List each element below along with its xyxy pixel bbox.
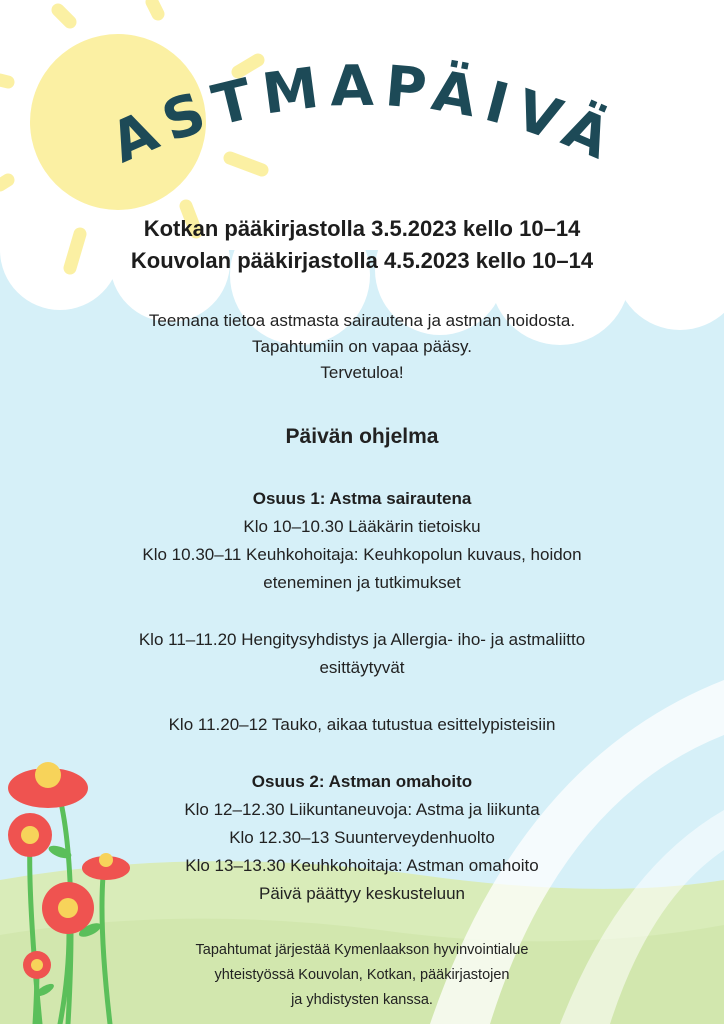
organizer-line: Tapahtumat järjestää Kymenlaakson hyvinvointialue (195, 942, 529, 958)
program-association-item (0, 626, 724, 682)
part-2-title: Osuus 2: Astman omahoito (251, 772, 473, 791)
page-title-text: ASTMAPÄIVÄ (101, 53, 629, 177)
date-kotka: Kotkan pääkirjastolla 3.5.2023 kello 10–14 (143, 216, 581, 241)
part-1-line: eteneminen ja tutkimukset (263, 573, 461, 592)
part-2-line: Päivä päättyy keskusteluun (258, 884, 465, 903)
part-1-line: Klo 10–10.30 Lääkärin tietoisku (243, 517, 481, 536)
program-part-1 (0, 485, 724, 597)
program-break-item: Klo 11.20–12 Tauko, aikaa tutustua esittelypisteisiin (168, 715, 556, 734)
organizer-line: ja yhdistysten kanssa. (291, 992, 433, 1008)
organizer-line: yhteistyössä Kouvolan, Kotkan, pääkirjastojen (214, 967, 510, 983)
association-line: esittäytyvät (319, 658, 405, 677)
part-2-line: Klo 12.30–13 Suunterveydenhuolto (229, 828, 495, 847)
program-title: Päivän ohjelma (285, 425, 439, 448)
association-line: Klo 11–11.20 Hengitysyhdistys ja Allergia- iho- ja astmaliitto (138, 630, 586, 649)
part-2-line: Klo 13–13.30 Keuhkohoitaja: Astman omahoito (185, 856, 539, 875)
date-kouvola: Kouvolan pääkirjastolla 4.5.2023 kello 10–14 (130, 248, 594, 273)
event-dates (0, 213, 724, 277)
organizer-note (0, 938, 724, 1013)
intro-line-theme: Teemana tietoa astmasta sairautena ja astman hoidosta. (148, 311, 576, 330)
intro-line-welcome: Tervetuloa! (320, 363, 404, 382)
intro-text (0, 308, 724, 386)
part-1-title: Osuus 1: Astma sairautena (252, 489, 472, 508)
part-1-line: Klo 10.30–11 Keuhkohoitaja: Keuhkopolun kuvaus, hoidon (142, 545, 582, 564)
intro-line-free: Tapahtumiin on vapaa pääsy. (252, 337, 472, 356)
part-2-line: Klo 12–12.30 Liikuntaneuvoja: Astma ja liikunta (184, 800, 540, 819)
program-part-2 (0, 768, 724, 908)
page-title (0, 0, 724, 200)
